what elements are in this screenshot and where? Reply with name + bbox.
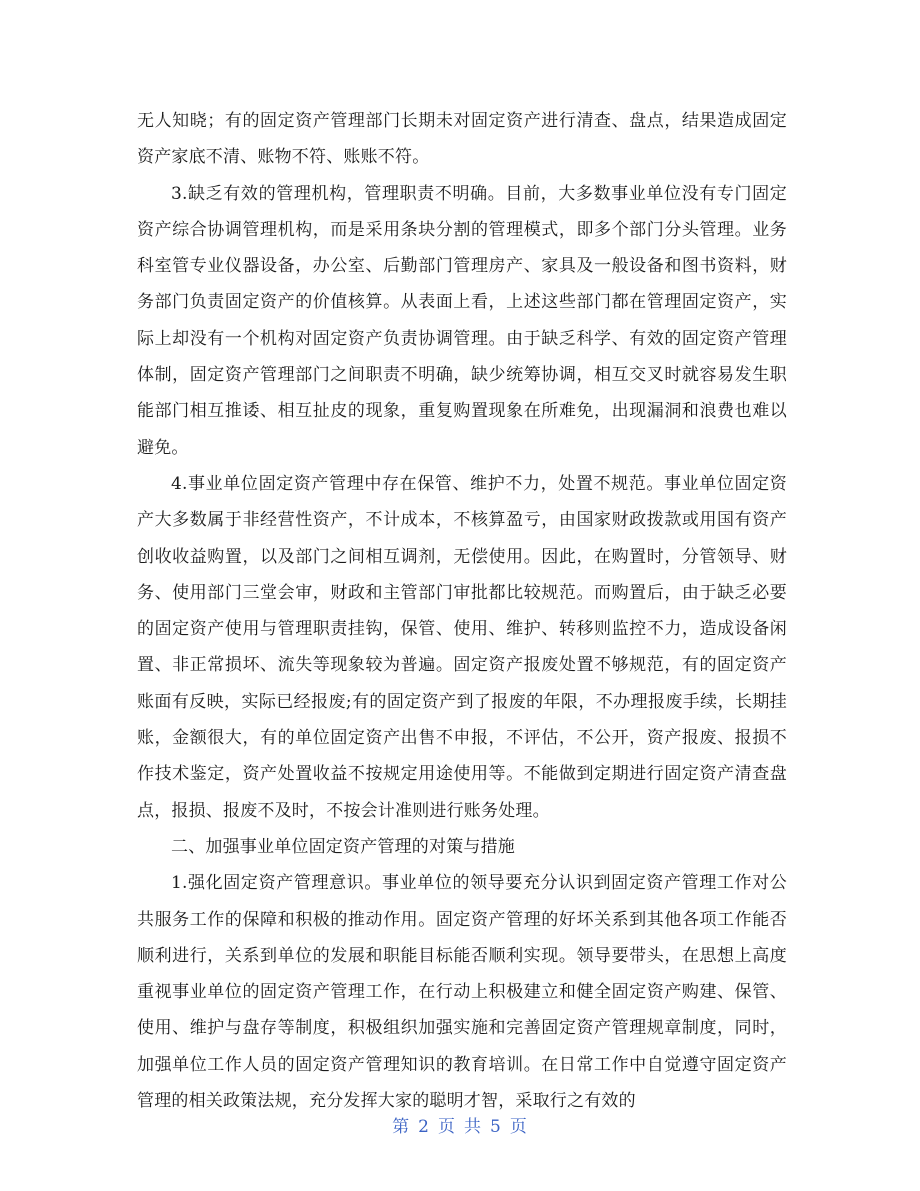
section-heading: 二、加强事业单位固定资产管理的对策与措施 xyxy=(171,836,515,857)
footer-total-unit: 页 xyxy=(509,1117,528,1137)
footer-total-pages: 5 xyxy=(490,1117,502,1137)
body-text xyxy=(137,103,787,1119)
paragraph-item-3: 3.缺乏有效的管理机构，管理职责不明确。目前，大多数事业单位没有专门固定资产综合协调管理机构，而是采用条块分割的管理模式，即多个部门分头管理。业务科室管专业仪器设备，办公室、后勤部门管理房产、家具及一般设备和图书资料，财务部门负责固定资产的价值核算。从表面上看，上述这些部门都在管理固定资产，实际上却没有一个机构对固定资产负责协调管理。由于缺乏科学、有效的固定资产管理体制，固定资产管理部门之间职责不明确，缺少统筹协调，相互交叉时就容易发生职能部门相互推诿、相互扯皮的现象，重复购置现象在所难免，出现漏洞和浪费也难以避免。 xyxy=(137,183,787,458)
paragraph-item-1: 1.强化固定资产管理意识。事业单位的领导要充分认识到固定资产管理工作对公共服务工作的保障和积极的推动作用。固定资产管理的好坏关系到其他各项工作能否顺利进行，关系到单位的发展和职能目标能否顺利实现。领导要带头，在思想上高度重视事业单位的固定资产管理工作，在行动上积极建立和健全固定资产购建、保管、使用、维护与盘存等制度，积极组织加强实施和完善固定资产管理规章制度，同时，加强单位工作人员的固定资产管理知识的教育培训。在日常工作中自觉遵守固定资产管理的相关政策法规，充分发挥大家的聪明才智，采取行之有效的 xyxy=(137,873,787,1112)
footer-total-prefix: 共 xyxy=(464,1117,482,1137)
footer-prefix: 第 xyxy=(392,1117,411,1137)
paragraph-continuation: 无人知晓；有的固定资产管理部门长期未对固定资产进行清查、盘点，结果造成固定资产家底不清、账物不符、账账不符。 xyxy=(137,111,787,168)
paragraph-item-4: 4.事业单位固定资产管理中存在保管、维护不力，处置不规范。事业单位固定资产大多数属于非经营性资产，不计成本，不核算盈亏，由国家财政拨款或用国有资产创收收益购置，以及部门之间相互调剂，无偿使用。因此，在购置时，分管领导、财务、使用部门三堂会审，财政和主管部门审批都比较规范。而购置后，由于缺乏必要的固定资产使用与管理职责挂钩，保管、使用、维护、转移则监控不力，造成设备闲置、非正常损坏、流失等现象较为普遍。固定资产报废处置不够规范，有的固定资产账面有反映，实际已经报废;有的固定资产到了报废的年限，不办理报废手续，长期挂账，金额很大，有的单位固定资产出售不申报，不评估，不公开，资产报废、报损不作技术鉴定，资产处置收益不按规定用途使用等。不能做到定期进行固定资产清查盘点，报损、报废不及时，不按会计准则进行账务处理。 xyxy=(137,473,787,821)
footer-page-number: 2 xyxy=(418,1117,430,1137)
page-footer xyxy=(0,1112,920,1137)
footer-page-unit: 页 xyxy=(438,1117,456,1137)
